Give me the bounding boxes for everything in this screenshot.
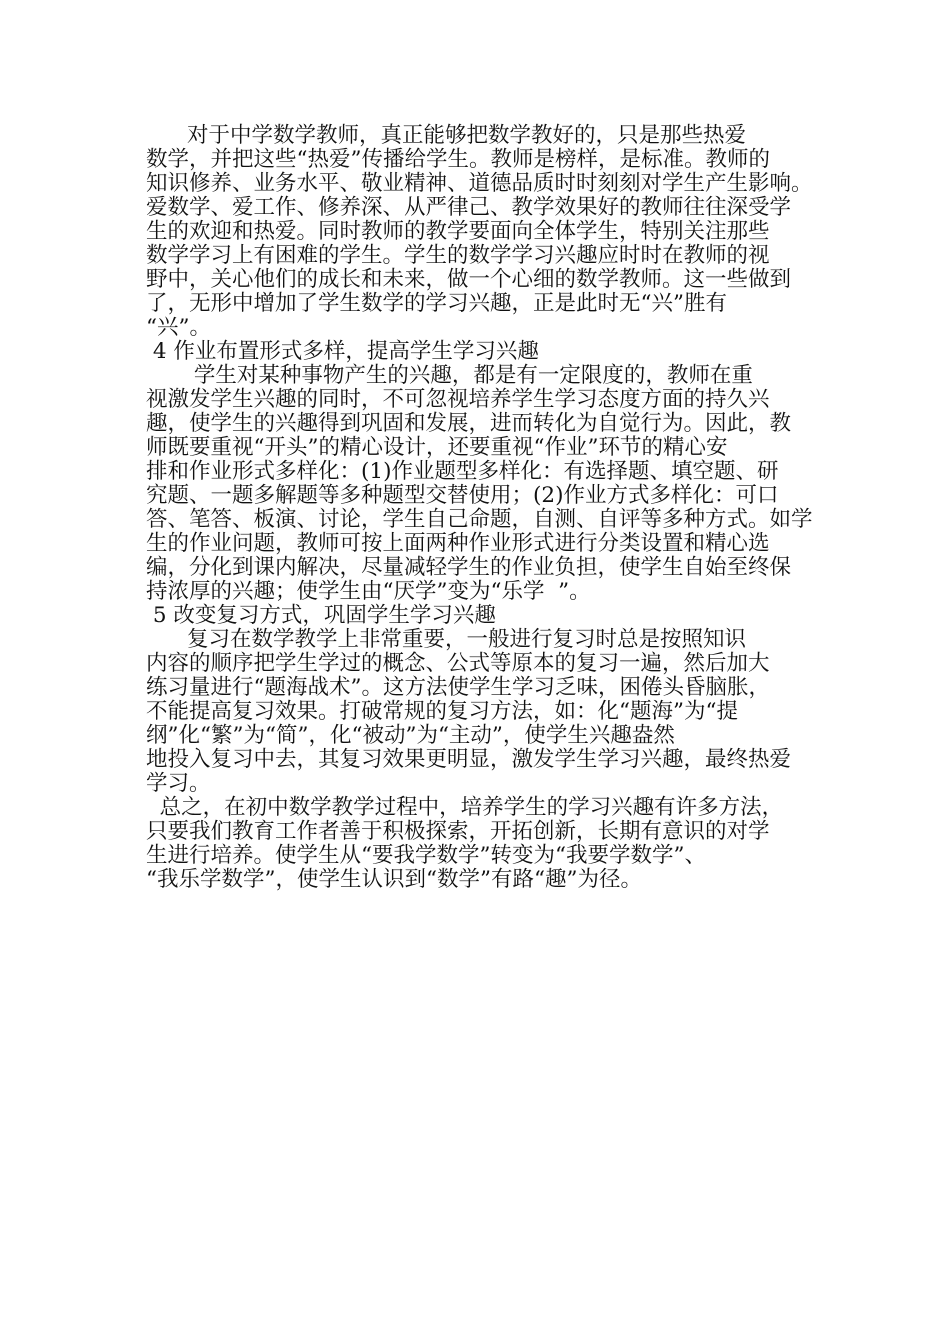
text-line: 师既要重视“开头”的精心设计，还要重视“作业”环节的精心安 (146, 435, 728, 460)
text-line: 地投入复习中去，其复习效果更明显，激发学生学习兴趣，最终热爱 (146, 747, 792, 772)
text-line: 编，分化到课内解决，尽量减轻学生的作业负担，使学生自始至终保 (146, 555, 792, 580)
text-line: 生的欢迎和热爱。同时教师的教学要面向全体学生，特别关注那些 (146, 219, 770, 244)
text-line: 持浓厚的兴趣；使学生由“厌学”变为“乐学 ”。 (146, 579, 591, 604)
section-heading: 5 改变复习方式，巩固学生学习兴趣 (146, 603, 496, 628)
text-line: 学习。 (146, 771, 211, 796)
text-line: 排和作业形式多样化：(1)作业题型多样化：有选择题、填空题、研 (146, 459, 779, 484)
text-line: 数学学习上有困难的学生。学生的数学学习兴趣应时时在教师的视 (146, 243, 770, 268)
text-line: 对于中学数学教师，真正能够把数学教好的，只是那些热爱 (146, 123, 747, 148)
section-heading: 4 作业布置形式多样，提高学生学习兴趣 (146, 339, 539, 364)
text-line: 趣，使学生的兴趣得到巩固和发展，进而转化为自觉行为。因此，教 (146, 411, 792, 436)
text-line: 生的作业问题，教师可按上面两种作业形式进行分类设置和精心选 (146, 531, 770, 556)
text-line: 内容的顺序把学生学过的概念、公式等原本的复习一遍，然后加大 (146, 651, 770, 676)
text-line: 野中，关心他们的成长和未来，做一个心细的数学教师。这一些做到 (146, 267, 792, 292)
text-line: 学生对某种事物产生的兴趣，都是有一定限度的，教师在重 (146, 363, 753, 388)
text-line: 总之，在初中数学教学过程中，培养学生的学习兴趣有许多方法， (146, 795, 784, 820)
text-line: 视激发学生兴趣的同时，不可忽视培养学生学习态度方面的持久兴 (146, 387, 770, 412)
text-line: 数学，并把这些“热爱”传播给学生。教师是榜样，是标准。教师的 (146, 147, 770, 172)
text-line: “兴”。 (146, 315, 211, 340)
text-line: “我乐学数学”，使学生认识到“数学”有路“趣”为径。 (146, 867, 642, 892)
text-line: 生进行培养。使学生从“要我学数学”转变为“我要学数学”、 (146, 843, 706, 868)
text-line: 练习量进行“题海战术”。这方法使学生学习乏味，困倦头昏脑胀， (146, 675, 770, 700)
text-line: 不能提高复习效果。打破常规的复习方法，如：化“题海”为“提 (146, 699, 738, 724)
text-line: 爱数学、爱工作、修养深、从严律己、教学效果好的教师往往深受学 (146, 195, 792, 220)
text-line: 知识修养、业务水平、敬业精神、道德品质时时刻刻对学生产生影响。 (146, 171, 813, 196)
text-line: 纲”化“繁”为“简”，化“被动”为“主动”，使学生兴趣盎然 (146, 723, 675, 748)
text-line: 答、笔答、板演、讨论，学生自己命题，自测、自评等多种方式。如学 (146, 507, 813, 532)
text-line: 复习在数学教学上非常重要，一般进行复习时总是按照知识 (146, 627, 747, 652)
text-line: 究题、一题多解题等多种题型交替使用；(2)作业方式多样化：可口 (146, 483, 779, 508)
text-line: 了，无形中增加了学生数学的学习兴趣，正是此时无“兴”胜有 (146, 291, 727, 316)
text-line: 只要我们教育工作者善于积极探索，开拓创新，长期有意识的对学 (146, 819, 770, 844)
